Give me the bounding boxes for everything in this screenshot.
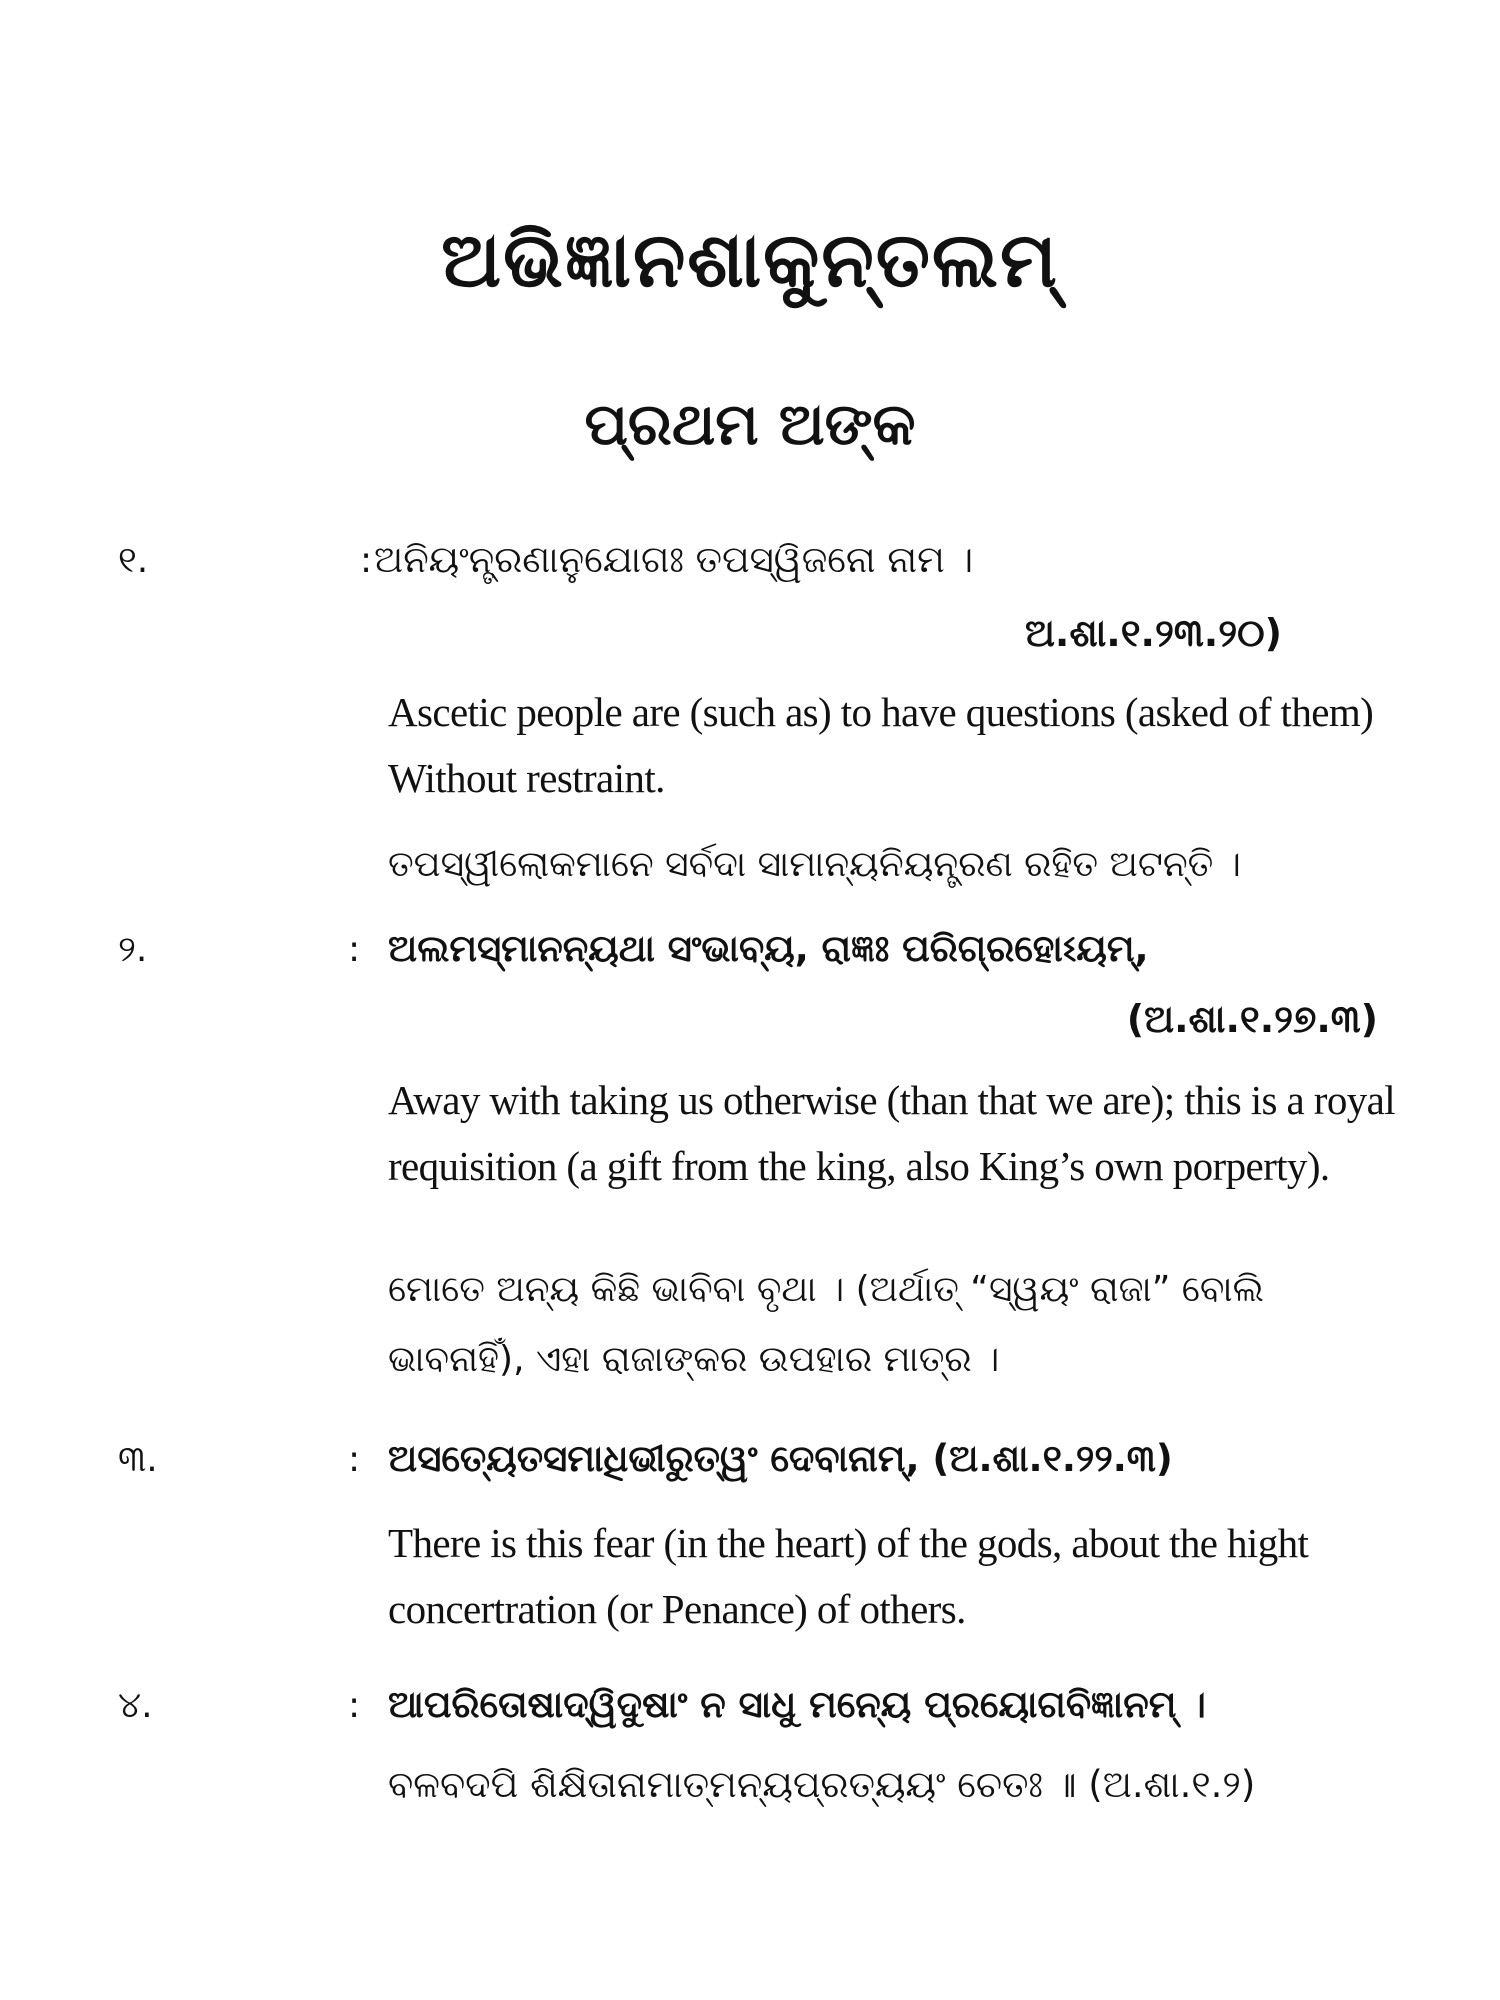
entry-4-sanskrit: ଆପରିତୋଷାଦ୍ୱିଦୁଷାଂ ନ ସାଧୁ ମନ୍ୟେ ପ୍ରୟୋଗବିଜ୍ଞାନମ୍ । (388, 1683, 1206, 1726)
entry-2-sanskrit: ଅଲମସ୍ମାନନ୍ୟଥା ସଂଭାବ୍ୟ, ରାଜ୍ଞଃ ପରିଗ୍ରହୋଽୟମ୍, (388, 927, 1149, 970)
entry-1-sanskrit: ଅନିୟଂନ୍ତ୍ରଣାନୁଯୋଗଃ ତପସ୍ୱିଜନୋ ନାମ । (374, 538, 974, 581)
page-title: ଅଭିଜ୍ଞାନଶାକୁନ୍ତଲମ୍ (441, 215, 1059, 304)
entry-4-number: ୪. (118, 1685, 153, 1726)
entry-2-odia: ମୋତେ ଅନ୍ୟ କିଛି ଭାବିବା ବୃଥା । (ଅର୍ଥାତ୍ “ସ୍ୱୟଂ ରାଜା” ବୋଲି ଭାବନାହିଁ), ଏହା ରାଜାଙ୍କର ଉପହାର ମାତ୍ର । (388, 1269, 1264, 1380)
entry-1-number: ୧. (118, 540, 149, 581)
entry-2-number: ୨. (118, 929, 148, 970)
entry-3-sanskrit: ଅସତ୍ୟେତସମାଧିଭୀରୁତ୍ୱଂ ଦେବାନାମ୍, (ଅ.ଶା.୧.୨୨.୩) (388, 1437, 1173, 1480)
entry-1-odia: ତପସ୍ୱୀଲୋକମାନେ ସର୍ବଦା ସାମାନ୍ୟନିୟନ୍ତ୍ରଣ ରହିତ ଅଟନ୍ତି । (388, 844, 1241, 885)
chapter-heading: ପ୍ରଥମ ଅଙ୍କ (584, 390, 916, 458)
entry-2-reference: (ଅ.ଶା.୧.୨୭.୩) (1126, 997, 1378, 1041)
entry-1-english: Ascetic people are (such as) to have questions (asked of them) Without restraint. (388, 689, 1374, 801)
entry-3-number: ୩. (118, 1439, 158, 1480)
entry-2-colon: : (348, 929, 361, 970)
entry-4-colon: : (348, 1685, 361, 1726)
entry-3-english: There is this fear (in the heart) of the gods, about the hight concertration (or Penance) of others. (388, 1520, 1309, 1632)
entry-2-english: Away with taking us otherwise (than that we are); this is a royal requisition (a gift from the king, also King’s own porperty). (388, 1077, 1396, 1189)
entry-3-colon: : (348, 1439, 361, 1480)
entry-4-sanskrit-line-2: ବଳବଦପି ଶିକ୍ଷିତାନାମାତ୍ମନ୍ୟପ୍ରତ୍ୟୟଂ ଚେତଃ ॥ (ଅ.ଶା.୧.୨) (388, 1763, 1256, 1806)
entry-1-reference: ଅ.ଶା.୧.୨୩.୨୦) (1024, 611, 1282, 655)
entry-1-colon: : (360, 540, 373, 581)
